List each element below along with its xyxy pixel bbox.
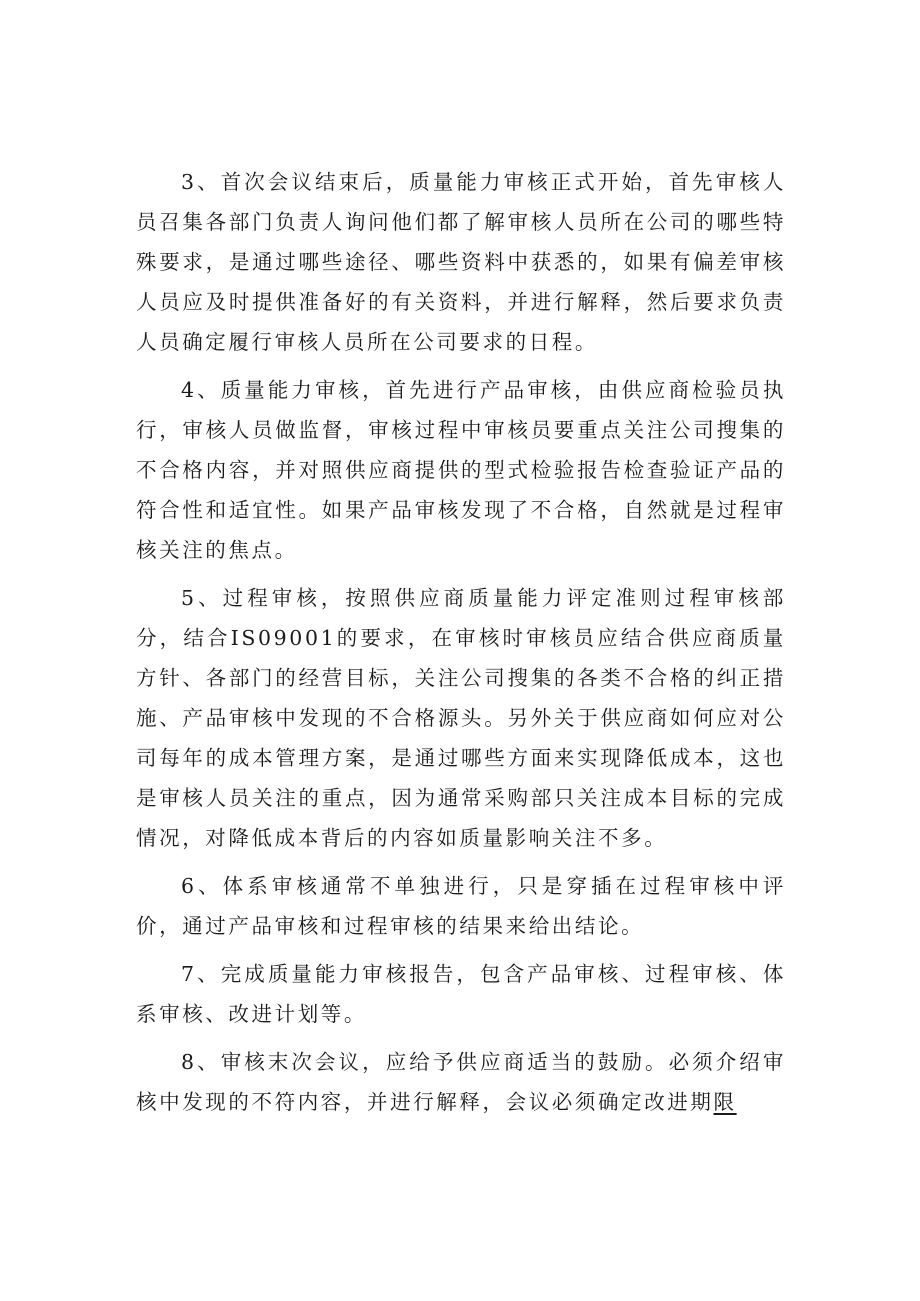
paragraph-4: 4、质量能力审核，首先进行产品审核，由供应商检验员执行，审核人员做监督，审核过程中审核员要重点关注公司搜集的不合格内容，并对照供应商提供的型式检验报告检查验证产品的符合性和适宜性。如果产品审核发现了不合格，自然就是过程审核关注的焦点。 <box>136 378 786 562</box>
paragraph-8-underlined-char: 限 <box>713 1090 737 1114</box>
paragraph-3: 3、首次会议结束后，质量能力审核正式开始，首先审核人员召集各部门负责人询问他们都了解审核人员所在公司的哪些特殊要求，是通过哪些途径、哪些资料中获悉的，如果有偏差审核人员应及时提供准备好的有关资料，并进行解释，然后要求负责人员确定履行审核人员所在公司要求的日程。 <box>136 170 786 354</box>
paragraph-8 <box>136 1042 786 1122</box>
paragraph-7: 7、完成质量能力审核报告，包含产品审核、过程审核、体系审核、改进计划等。 <box>136 962 786 1026</box>
paragraph-5: 5、过程审核，按照供应商质量能力评定准则过程审核部分，结合IS09001的要求，在审核时审核员应结合供应商质量方针、各部门的经营目标，关注公司搜集的各类不合格的纠正措施、产品审核中发现的不合格源头。另外关于供应商如何应对公司每年的成本管理方案，是通过哪些方面来实现降低成本，这也是审核人员关注的重点，因为通常采购部只关注成本目标的完成情况，对降低成本背后的内容如质量影响关注不多。 <box>136 586 786 850</box>
paragraph-8-text: 8、审核末次会议，应给予供应商适当的鼓励。必须介绍审核中发现的不符内容，并进行解释，会议必须确定改进期 <box>136 1050 786 1114</box>
paragraph-6: 6、体系审核通常不单独进行，只是穿插在过程审核中评价，通过产品审核和过程审核的结果来给出结论。 <box>136 874 786 938</box>
document-page <box>136 162 786 1130</box>
